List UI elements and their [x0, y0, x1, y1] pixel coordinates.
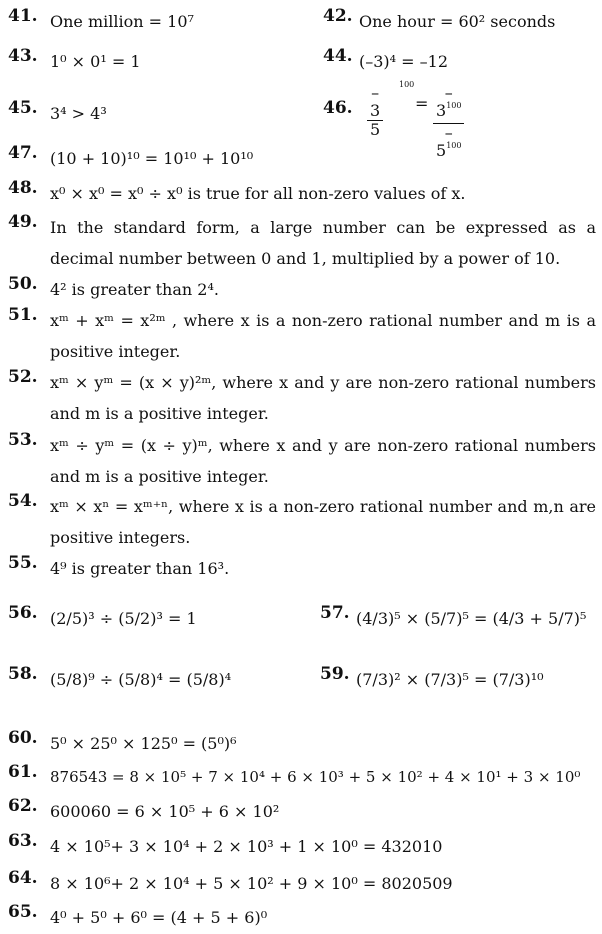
question-number: 52. — [8, 367, 38, 387]
question-number: 47. — [8, 143, 38, 163]
question-number: 50. — [8, 274, 38, 294]
equals-sign: = — [415, 94, 429, 113]
question-number: 56. — [8, 603, 38, 623]
question-text: (5/8)⁹ ÷ (5/8)⁴ = (5/8)⁴ — [50, 670, 232, 689]
question-number: 57. — [320, 603, 350, 623]
question-number: 60. — [8, 728, 38, 748]
question-number: 64. — [8, 868, 38, 888]
question-text: x⁰ × x⁰ = x⁰ ÷ x⁰ is true for all non-zero values of x. — [50, 184, 466, 203]
question-text: In the standard form, a large number can be expressed as a decimal number between 0 and 1, multiplied by a power of 10. — [50, 218, 596, 268]
question-text: 3⁴ > 4³ — [50, 104, 107, 123]
question-text: (–3)⁴ = –12 — [359, 52, 449, 71]
question-text: (4/3)⁵ × (5/7)⁵ = (4/3 + 5/7)⁵ — [356, 609, 587, 628]
question-text: xᵐ × yᵐ = (x × y)²ᵐ, where x and y are non-zero rational numbers and m is a positive integer. — [50, 373, 596, 423]
question-number: 44. — [323, 46, 353, 66]
question-text: 8 × 10⁶+ 2 × 10⁴ + 5 × 10² + 9 × 10⁰ = 8020509 — [50, 874, 453, 893]
question-number: 41. — [8, 6, 38, 26]
question-text: 4⁹ is greater than 16³. — [50, 559, 230, 578]
question-number: 49. — [8, 212, 38, 232]
question-text: 876543 = 8 × 10⁵ + 7 × 10⁴ + 6 × 10³ + 5 × 10² + 4 × 10¹ + 3 × 10⁰ — [50, 768, 581, 786]
question-text: One million = 10⁷ — [50, 12, 194, 31]
question-text: 600060 = 6 × 10⁵ + 6 × 10² — [50, 802, 280, 821]
question-number: 42. — [323, 6, 353, 26]
question-text: (2/5)³ ÷ (5/2)³ = 1 — [50, 609, 197, 628]
question-number: 61. — [8, 762, 38, 782]
fraction-lhs: $\frac{-3}{5}$ — [367, 84, 383, 139]
question-number: 53. — [8, 430, 38, 450]
question-text: xᵐ + xᵐ = x²ᵐ , where x is a non-zero rational number and m is a positive integer. — [50, 311, 596, 361]
fraction-rhs: $\frac{-3^{100}}{-5^{100}}$ — [433, 84, 464, 163]
question-text: 4⁰ + 5⁰ + 6⁰ = (4 + 5 + 6)⁰ — [50, 908, 268, 927]
question-text: 4 × 10⁵+ 3 × 10⁴ + 2 × 10³ + 1 × 10⁰ = 432010 — [50, 837, 443, 856]
question-text: (7/3)² × (7/3)⁵ = (7/3)¹⁰ — [356, 670, 544, 689]
question-text: 4² is greater than 2⁴. — [50, 280, 219, 299]
question-text: One hour = 60² seconds — [359, 12, 556, 31]
question-text: 5⁰ × 25⁰ × 125⁰ = (5⁰)⁶ — [50, 734, 237, 753]
question-text: (10 + 10)¹⁰ = 10¹⁰ + 10¹⁰ — [50, 149, 254, 168]
question-number: 55. — [8, 553, 38, 573]
question-46: 46. $\frac{-3}{5}$ 100 = $\frac{-3^{100}}{-5^{100}}$ — [323, 80, 596, 130]
question-number: 46. — [323, 98, 353, 118]
question-number: 48. — [8, 178, 38, 198]
question-number: 51. — [8, 305, 38, 325]
question-number: 63. — [8, 831, 38, 851]
question-number: 62. — [8, 796, 38, 816]
question-number: 43. — [8, 46, 38, 66]
question-number: 58. — [8, 664, 38, 684]
question-number: 59. — [320, 664, 350, 684]
question-number: 45. — [8, 98, 38, 118]
question-text: xᵐ × xⁿ = xᵐ⁺ⁿ, where x is a non-zero rational number and m,n are positive integers. — [50, 497, 596, 547]
question-text: 1⁰ × 0¹ = 1 — [50, 52, 141, 71]
question-number: 65. — [8, 902, 38, 922]
question-number: 54. — [8, 491, 38, 511]
question-text: xᵐ ÷ yᵐ = (x ÷ y)ᵐ, where x and y are non-zero rational numbers and m is a positive integer. — [50, 436, 596, 486]
